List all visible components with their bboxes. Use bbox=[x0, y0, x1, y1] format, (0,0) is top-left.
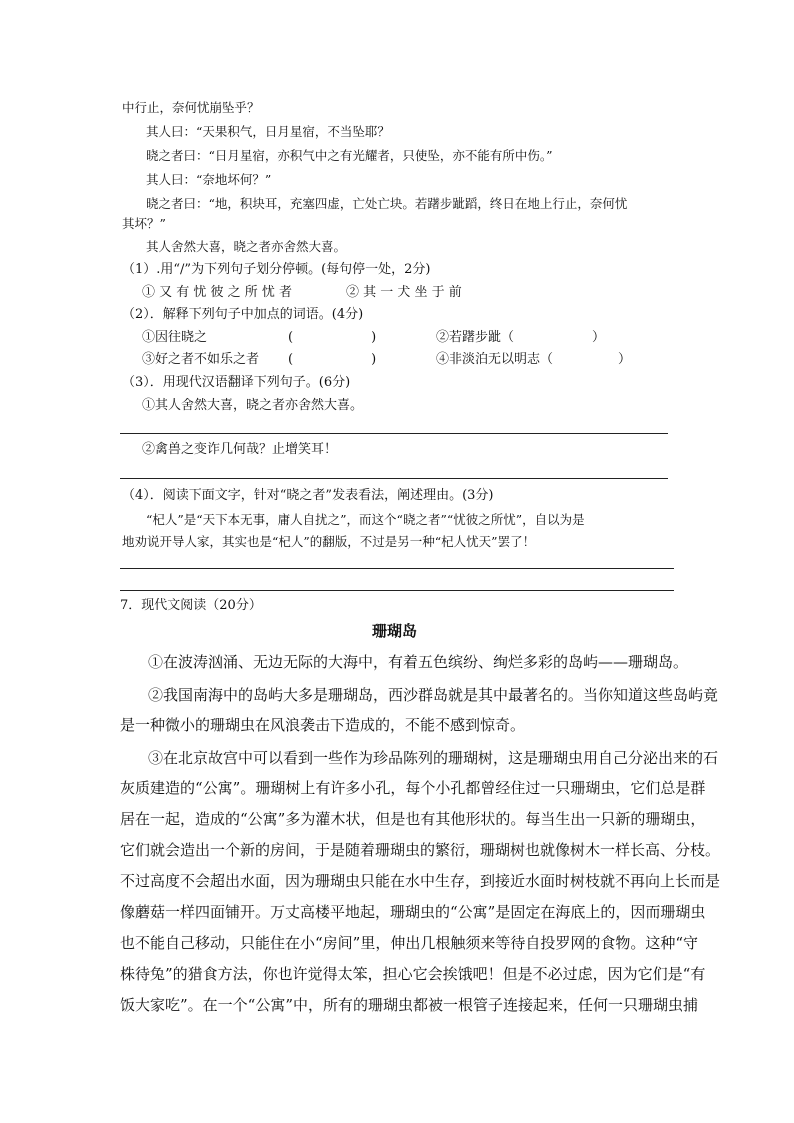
classical-line-6: 其坏？” bbox=[122, 216, 166, 231]
answer-line-3a[interactable] bbox=[120, 433, 668, 434]
question-4-passage-1: “杞人”是“天下本无事，庸人自扰之”，而这个“晓之者”“忧彼之所忧”，自以为是 bbox=[146, 512, 585, 527]
answer-line-4b[interactable] bbox=[120, 590, 674, 591]
article-line-6: 居在一起，造成的“公寓”多为灌木状，但是也有其他形状的。每当生出一只新的珊瑚虫， bbox=[120, 810, 706, 828]
section-heading: 7．现代文阅读（20分） bbox=[120, 598, 262, 613]
question-4-stem: （4）．阅读下面文字，针对“晓之者”发表看法，阐述理由。(3分) bbox=[122, 488, 494, 503]
question-2-item-b: ②若躇步跐（ ） bbox=[436, 330, 606, 345]
article-title: 珊瑚岛 bbox=[372, 622, 418, 640]
classical-line-5: 晓之者曰：“地，积块耳，充塞四虚，亡处亡块。若躇步跐蹈，终日在地上行止，奈何忧 bbox=[146, 196, 628, 211]
article-line-4: ③在北京故宫中可以看到一些作为珍品陈列的珊瑚树，这是珊瑚虫用自己分泌出来的石 bbox=[148, 749, 719, 767]
question-2-stem: （2）．解释下列句子中加点的词语。(4分) bbox=[122, 307, 364, 322]
question-4-passage-2: 地劝说开导人家，其实也是“杞人”的翻版，不过是另一种“杞人忧天”罢了！ bbox=[122, 534, 536, 549]
classical-line-7: 其人舍然大喜，晓之者亦舍然大喜。 bbox=[146, 239, 347, 254]
answer-line-4a[interactable] bbox=[120, 568, 674, 569]
classical-line-4: 其人曰：“奈地坏何？” bbox=[146, 172, 272, 187]
question-2-item-c: ③好之者不如乐之者 bbox=[142, 352, 260, 367]
question-2-blank-a[interactable]: ( ) bbox=[288, 330, 377, 345]
article-line-12: 饭大家吃”。在一个“公寓”中，所有的珊瑚虫都被一根管子连接起来，任何一只珊瑚虫捕 bbox=[120, 996, 699, 1014]
classical-line-2: 其人曰：“天果积气，日月星宿，不当坠耶？ bbox=[146, 124, 390, 139]
article-line-9: 像蘑菇一样四面铺开。万丈高楼平地起，珊瑚虫的“公寓”是固定在海底上的，因而珊瑚虫 bbox=[120, 903, 706, 921]
question-2-blank-c[interactable]: ( ) bbox=[288, 352, 377, 367]
question-3-item-b: ②禽兽之变诈几何哉？止增笑耳！ bbox=[142, 442, 338, 457]
classical-line-3: 晓之者曰：“日月星宿，亦积气中之有光耀者，只使坠，亦不能有所中伤。” bbox=[146, 148, 553, 163]
article-line-10: 也不能自己移动，只能住在小“房间”里，伸出几根触须来等待自投罗网的食物。这种“守 bbox=[120, 934, 699, 952]
article-line-8: 不过高度不会超出水面，因为珊瑚虫只能在水中生存，到接近水面时树枝就不再向上长而是 bbox=[120, 872, 721, 890]
question-1-item-b: ② 其 一 犬 坐 于 前 bbox=[346, 285, 462, 300]
article-line-3: 是一种微小的珊瑚虫在风浪袭击下造成的，不能不感到惊奇。 bbox=[120, 716, 526, 734]
question-3-item-a: ①其人舍然大喜，晓之者亦舍然大喜。 bbox=[142, 398, 364, 413]
article-line-7: 它们就会造出一个新的房间，于是随着珊瑚虫的繁衍，珊瑚树也就像树木一样长高、分枝。 bbox=[120, 841, 721, 859]
question-1-stem: （1）.用“/”为下列句子划分停顿。(每句停一处，2分) bbox=[122, 262, 431, 277]
article-line-2: ②我国南海中的岛屿大多是珊瑚岛，西沙群岛就是其中最著名的。当你知道这些岛屿竟 bbox=[148, 686, 719, 704]
article-line-5: 灰质建造的“公寓”。珊瑚树上有许多小孔，每个小孔都曾经住过一只珊瑚虫，它们总是群 bbox=[120, 779, 706, 797]
question-3-stem: （3）．用现代汉语翻译下列句子。(6分) bbox=[122, 375, 351, 390]
article-line-1: ①在波涛汹涌、无边无际的大海中，有着五色缤纷、绚烂多彩的岛屿——珊瑚岛。 bbox=[148, 653, 689, 671]
answer-line-3b[interactable] bbox=[120, 478, 668, 479]
classical-line-1: 中行止，奈何忧崩坠乎？ bbox=[122, 100, 260, 115]
question-2-item-d: ④非淡泊无以明志（ ） bbox=[436, 352, 632, 367]
question-1-item-a: ① 又 有 忧 彼 之 所 忧 者 bbox=[142, 285, 293, 300]
article-line-11: 株待兔”的猎食方法，你也许觉得太笨，担心它会挨饿吧！但是不必过虑，因为它们是“有 bbox=[120, 965, 706, 983]
question-2-item-a: ①因往晓之 bbox=[142, 330, 208, 345]
